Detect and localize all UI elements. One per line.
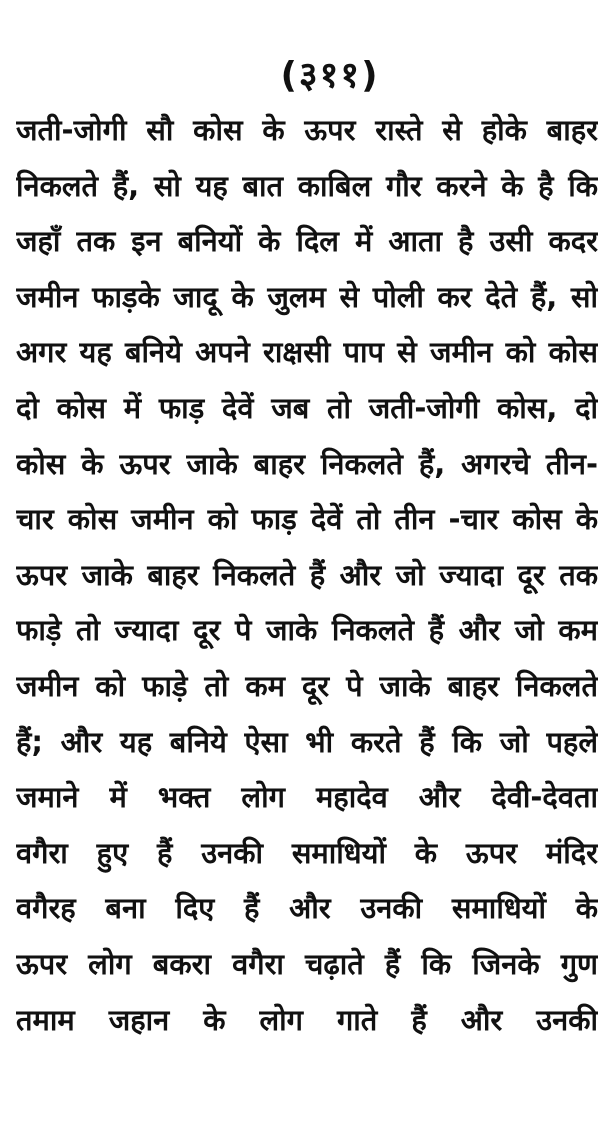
text-line: वगैरा हुए हैं उनकी समाधियों के ऊपर मंदिर	[16, 835, 598, 870]
text-line: जती-जोगी सौ कोस के ऊपर रास्ते से होके बाहर	[16, 113, 598, 147]
text-line: ऊपर लोग बकरा वगैरा चढ़ाते हैं कि जिनके गुण	[16, 946, 598, 981]
text-line: तमाम जहान के लोग गाते हैं और उनकी	[16, 1002, 598, 1037]
text-line: वगैरह बना दिए हैं और उनकी समाधियों के	[16, 891, 598, 926]
text-line: कोस के ऊपर जाके बाहर निकलते हैं, अगरचे तीन-	[16, 446, 598, 481]
text-line: चार कोस जमीन को फाड़ देवें तो तीन -चार कोस के	[16, 502, 598, 537]
page-number: (३११)	[280, 55, 380, 96]
text-line: दो कोस में फाड़ देवें जब तो जती-जोगी कोस, दो	[16, 390, 598, 425]
text-line: जमीन को फाड़े तो कम दूर पे जाके बाहर निकलते	[16, 668, 598, 703]
body-text	[16, 104, 598, 1049]
text-line: हैं; और यह बनिये ऐसा भी करते हैं कि जो पहले	[16, 724, 598, 759]
text-line: निकलते हैं, सो यह बात काबिल गौर करने के है कि	[16, 168, 598, 203]
text-line: जमीन फाड़के जादू के जुलम से पोली कर देते हैं, सो	[16, 279, 598, 314]
text-line: ऊपर जाके बाहर निकलते हैं और जो ज्यादा दूर तक	[16, 557, 598, 592]
text-line: अगर यह बनिये अपने राक्षसी पाप से जमीन को कोस	[16, 335, 598, 370]
text-line: जमाने में भक्त लोग महादेव और देवी-देवता	[16, 780, 598, 815]
text-line: फाड़े तो ज्यादा दूर पे जाके निकलते हैं और जो कम	[16, 613, 598, 648]
text-line: जहाँ तक इन बनियों के दिल में आता है उसी कदर	[16, 224, 598, 259]
